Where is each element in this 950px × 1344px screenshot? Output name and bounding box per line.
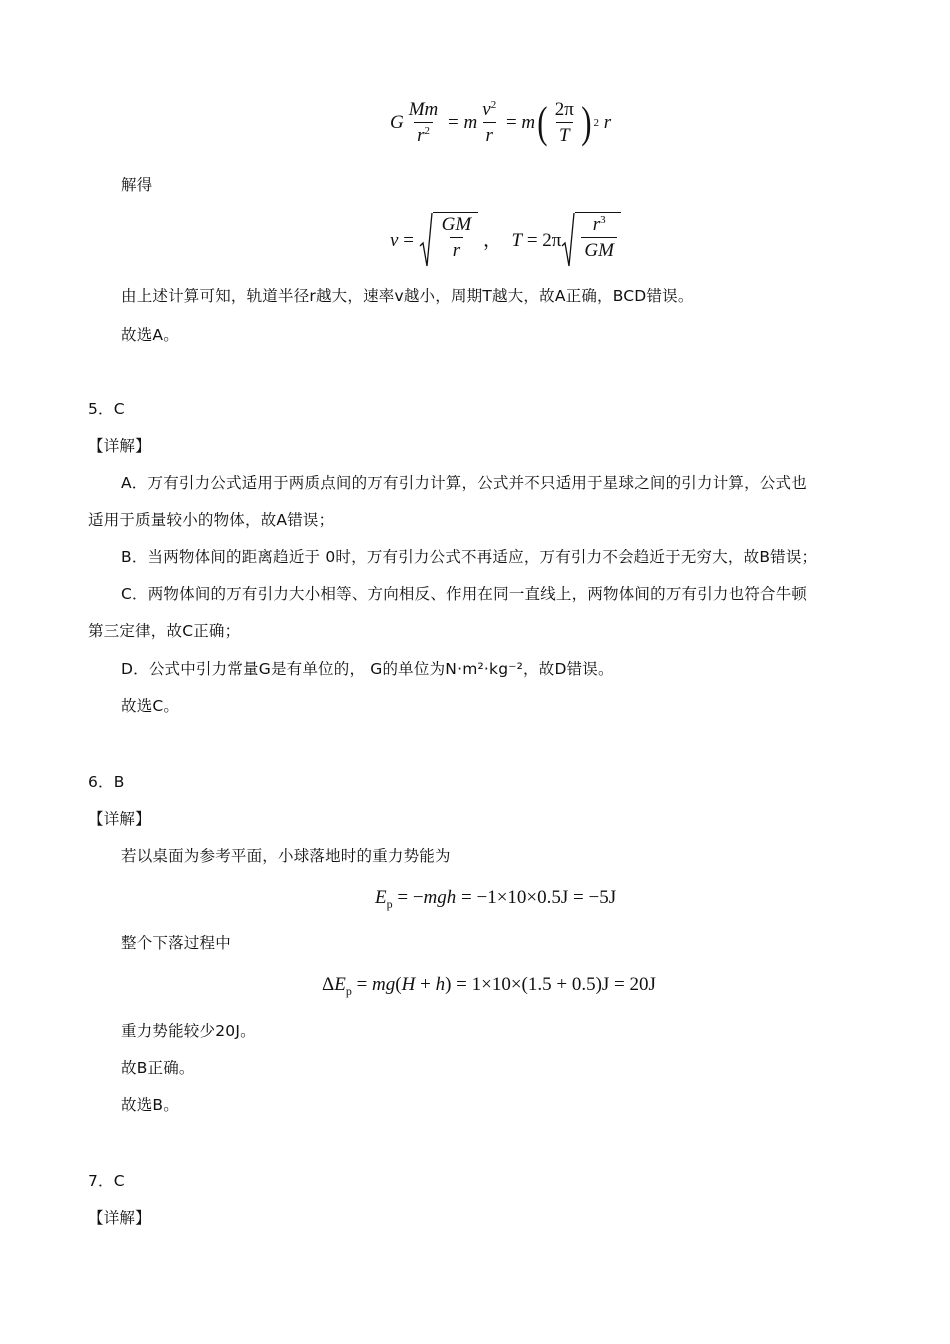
fall-process-text: 整个下落过程中 [121,934,231,952]
equation-energy-change: $\Delta E_p = mg(H + h) = 1\times 10\times(1.5 + 0.5)J = 20J$ [322,974,656,998]
equation-potential-energy: $E_p = -mgh = -1\times 10\times 0.5J = -5J$ [375,887,617,911]
detail-tag-6: 【详解】 [88,810,151,828]
equation-potential-energy-rhs: = −1×10×0.5J = −5J [461,887,617,908]
answer-choice-4: 故选A。 [121,326,179,344]
detail-tag-7: 【详解】 [88,1209,151,1227]
answer-choice-5: 故选C。 [121,697,180,715]
equation-gravitation-centripetal: G $\frac{Mm}{r^2}$ = m $\frac{v^2}{r}$ = m ( $\frac{2\pi}{T}$ ) 2 r [390,97,612,147]
question-7-heading: 7．C [88,1172,125,1190]
option-a-line-1: A．万有引力公式适用于两质点间的万有引力计算，公式并不只适用于星球之间的引力计算，公式也 [121,474,807,492]
equation-velocity-period: v = $\frac{GM}{r}$ ， T = 2π $\frac{r^3}{GM}$ [390,212,621,268]
equation-energy-change-rhs: = 1×10×(1.5 + 0.5)J = 20J [456,974,656,995]
detail-tag-5: 【详解】 [88,437,151,455]
option-c-line-1: C．两物体间的万有引力大小相等、方向相反、作用在同一直线上，两物体间的万有引力也符合牛顿 [121,585,808,603]
option-c-line-2: 第三定律，故C正确； [88,622,241,640]
energy-decrease-text: 重力势能较少20J。 [121,1022,256,1040]
question-5-heading: 5．C [88,400,125,418]
conclusion-text: 由上述计算可知，轨道半径r越大，速率v越小，周期T越大，故A正确，BCD错误。 [121,287,694,305]
option-b-line: B．当两物体间的距离趋近于 0时，万有引力公式不再适应，万有引力不会趋近于无穷大，故B错误； [121,548,818,566]
reference-plane-text: 若以桌面为参考平面，小球落地时的重力势能为 [121,847,451,865]
answer-choice-6: 故选B。 [121,1096,179,1114]
question-6-heading: 6．B [88,773,125,791]
solve-label: 解得 [121,176,153,194]
option-a-line-2: 适用于质量较小的物体，故A错误； [88,511,335,529]
option-d-line: D．公式中引力常量G是有单位的， G的单位为N·m²·kg⁻²，故D错误。 [121,660,614,678]
b-correct-text: 故B正确。 [121,1059,195,1077]
